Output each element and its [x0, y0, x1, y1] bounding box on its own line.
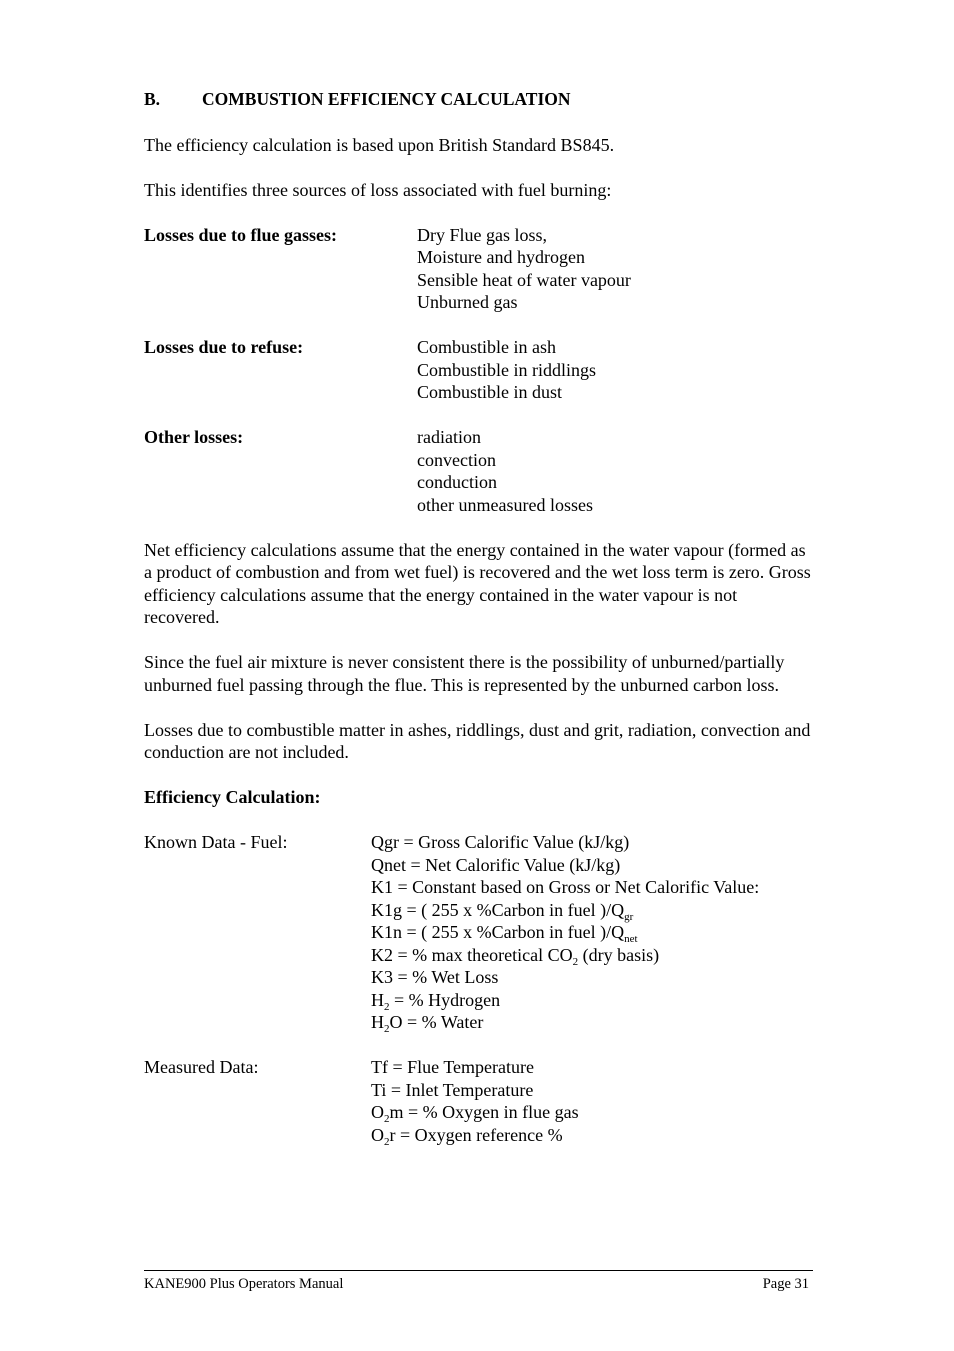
loss-item: Dry Flue gas loss,	[417, 224, 547, 245]
known-data-item: K1g = ( 255 x %Carbon in fuel )$/Q_{gr}$	[371, 899, 634, 923]
known-data-label: Known Data - Fuel:	[144, 832, 288, 852]
loss-item: Unburned gas	[417, 292, 518, 312]
loss-item: Combustible in dust	[417, 382, 563, 402]
known-data-item: $H_2O$ = % Water	[371, 1012, 484, 1035]
loss-group-label: Other losses:	[144, 427, 244, 447]
efficiency-heading: Efficiency Calculation:	[144, 787, 321, 807]
loss-group-label: Losses due to flue gasses:	[144, 224, 338, 245]
intro-paragraph-2: This identifies three sources of loss associated with fuel burning:	[144, 179, 612, 200]
measured-data-item: Tf = Flue Temperature	[371, 1057, 535, 1077]
body-paragraph-net-gross: Net efficiency calculations assume that the energy contained in the water vapour (formed as a product of combustion and from wet fuel) is recovered and the wet loss term is zero. Gross efficiency calculations assume that the energy contained in the water vapour is not recovered.	[144, 539, 811, 627]
known-data-item: K2 = % max theoretical $CO_2$ (dry basis)	[371, 944, 660, 968]
document-page	[144, 88, 814, 1146]
loss-item: Sensible heat of water vapour	[417, 269, 631, 290]
loss-item: other unmeasured losses	[417, 494, 593, 515]
loss-item: conduction	[417, 472, 497, 492]
known-data-item: $H_2$ = % Hydrogen	[371, 989, 501, 1013]
section-number: B.	[144, 89, 161, 109]
section-heading	[144, 88, 814, 111]
footer-manual-title: KANE900 Plus Operators Manual	[144, 1276, 344, 1292]
loss-group-refuse	[144, 336, 814, 404]
body-paragraph-excluded: Losses due to combustible matter in ashes, riddlings, dust and grit, radiation, convection and conduction are not included.	[144, 719, 811, 762]
loss-group-flue	[144, 224, 814, 314]
measured-data-item: Ti = Inlet Temperature	[371, 1079, 534, 1100]
measured-data-item: $O_2r$ = Oxygen reference %	[371, 1124, 563, 1148]
loss-item: Combustible in ash	[417, 337, 556, 357]
page-footer	[144, 1270, 813, 1293]
known-data-item: K3 = % Wet Loss	[371, 967, 499, 987]
known-data-item: K1 = Constant based on Gross or Net Calorific Value:	[371, 877, 760, 897]
loss-item: convection	[417, 449, 496, 470]
measured-data-item: $O_2m$ = % Oxygen in flue gas	[371, 1102, 579, 1125]
loss-item: radiation	[417, 427, 481, 447]
footer-page-number: Page 31	[762, 1276, 809, 1292]
known-data-item: Qgr = Gross Calorific Value (kJ/kg)	[371, 832, 630, 852]
known-data-block	[144, 831, 814, 1034]
intro-paragraph-1: The efficiency calculation is based upon British Standard BS845.	[144, 134, 615, 155]
measured-data-label: Measured Data:	[144, 1057, 259, 1077]
measured-data-block	[144, 1056, 814, 1146]
section-title: COMBUSTION EFFICIENCY CALCULATION	[202, 89, 571, 109]
body-paragraph-unburned: Since the fuel air mixture is never consistent there is the possibility of unburned/partially unburned fuel passing through the flue. This is represented by the unburned carbon loss.	[144, 652, 785, 695]
loss-item: Combustible in riddlings	[417, 359, 597, 380]
known-data-item: K1n = ( 255 x %Carbon in fuel )$/Q_{net}$	[371, 922, 638, 945]
loss-group-label: Losses due to refuse:	[144, 337, 304, 357]
loss-item: Moisture and hydrogen	[417, 247, 585, 267]
loss-group-other	[144, 426, 814, 516]
known-data-item: Qnet = Net Calorific Value (kJ/kg)	[371, 854, 621, 875]
